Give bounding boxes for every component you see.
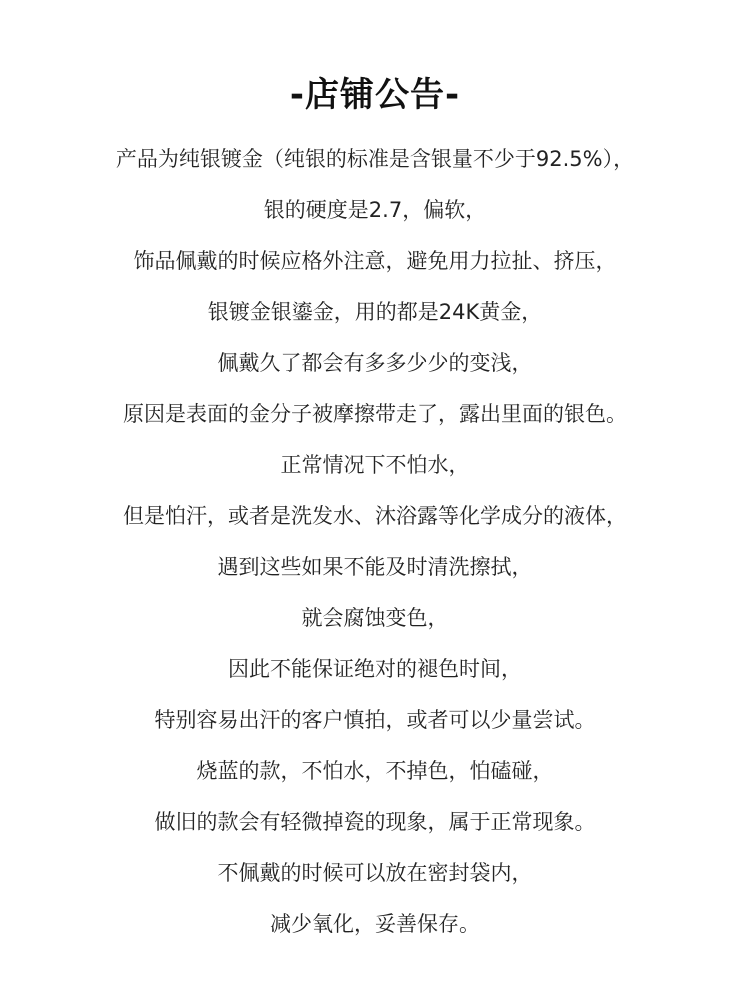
notice-line: 佩戴久了都会有多多少少的变浅， xyxy=(217,351,533,375)
notice-line: 银镀金银鎏金，用的都是24K黄金， xyxy=(207,300,543,324)
notice-line: 但是怕汗，或者是洗发水、沐浴露等化学成分的液体， xyxy=(123,504,627,528)
notice-line: 做旧的款会有轻微掉瓷的现象，属于正常现象。 xyxy=(154,810,596,834)
notice-line: 饰品佩戴的时候应格外注意，避免用力拉扯、挤压， xyxy=(133,249,617,273)
notice-line: 原因是表面的金分子被摩擦带走了，露出里面的银色。 xyxy=(123,402,627,426)
notice-body xyxy=(0,134,750,950)
notice-line: 银的硬度是2.7，偏软， xyxy=(263,198,487,222)
notice-line: 烧蓝的款，不怕水，不掉色，怕磕碰， xyxy=(196,759,554,783)
notice-title: -店铺公告- xyxy=(289,75,461,115)
notice-line: 产品为纯银镀金（纯银的标准是含银量不少于92.5%）， xyxy=(115,147,635,171)
notice-line: 不佩戴的时候可以放在密封袋内， xyxy=(217,861,533,885)
notice-line: 正常情况下不怕水， xyxy=(280,453,470,477)
notice-line: 减少氧化，妥善保存。 xyxy=(270,912,480,936)
notice-line: 就会腐蚀变色， xyxy=(301,606,449,630)
notice-line: 因此不能保证绝对的褪色时间， xyxy=(228,657,522,681)
notice-line: 遇到这些如果不能及时清洗擦拭， xyxy=(217,555,533,579)
notice-line: 特别容易出汗的客户慎拍，或者可以少量尝试。 xyxy=(154,708,596,732)
